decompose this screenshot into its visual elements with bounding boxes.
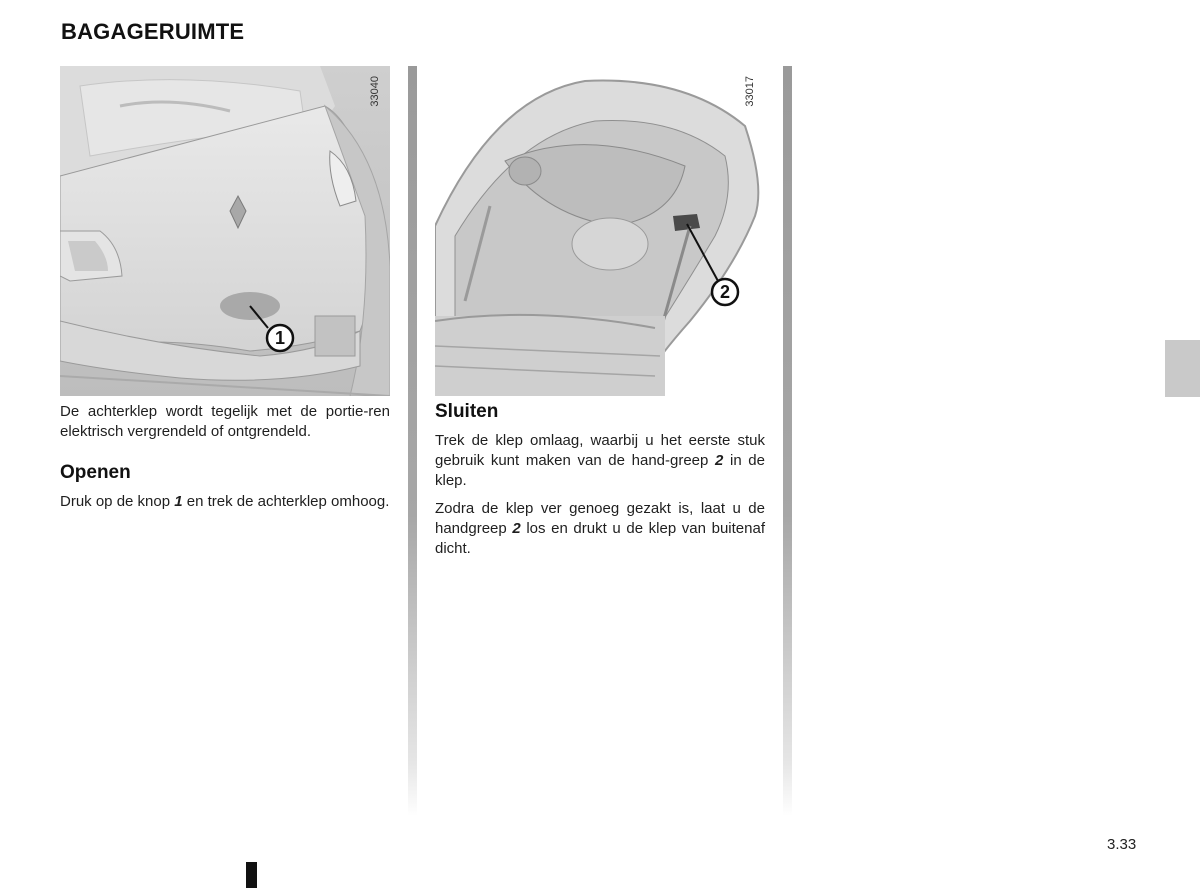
open-instructions: Druk op de knop 1 en trek de achterklep omhoog. — [60, 493, 390, 510]
close-instructions-2: Zodra de klep ver genoeg gezakt is, laat u de handgreep 2 los en drukt u de klep van buitenaf dicht. — [435, 500, 765, 557]
middle-column — [435, 66, 765, 559]
figure-reference-number: 33040 — [369, 76, 381, 107]
column-divider-left — [408, 66, 417, 816]
section-heading-sluiten: Sluiten — [435, 401, 499, 422]
ref-number: 1 — [174, 493, 183, 510]
page-title: BAGAGERUIMTE — [61, 19, 245, 44]
ref-number: 2 — [715, 452, 724, 469]
car-rear-illustration — [60, 66, 390, 396]
crop-mark — [246, 862, 257, 888]
figure-tailgate-exterior — [60, 66, 390, 396]
figure-tailgate-interior — [435, 66, 765, 396]
page-number: 3.33 — [1107, 836, 1137, 853]
callout-1: 1 — [274, 328, 285, 348]
left-column — [60, 66, 390, 512]
section-heading-openen: Openen — [60, 462, 131, 483]
chapter-tab — [1165, 340, 1200, 397]
ref-number: 2 — [512, 520, 521, 537]
callout-2: 2 — [719, 282, 730, 302]
open-tailgate-illustration — [435, 66, 765, 396]
intro-paragraph: De achterklep wordt tegelijk met de portie-ren elektrisch vergrendeld of ontgrendeld. — [60, 403, 390, 440]
close-instructions-1: Trek de klep omlaag, waarbij u het eerste stuk gebruik kunt maken van de hand-greep 2 in de klep. — [435, 432, 765, 489]
column-divider-right — [783, 66, 792, 816]
figure-reference-number: 33017 — [744, 76, 756, 107]
